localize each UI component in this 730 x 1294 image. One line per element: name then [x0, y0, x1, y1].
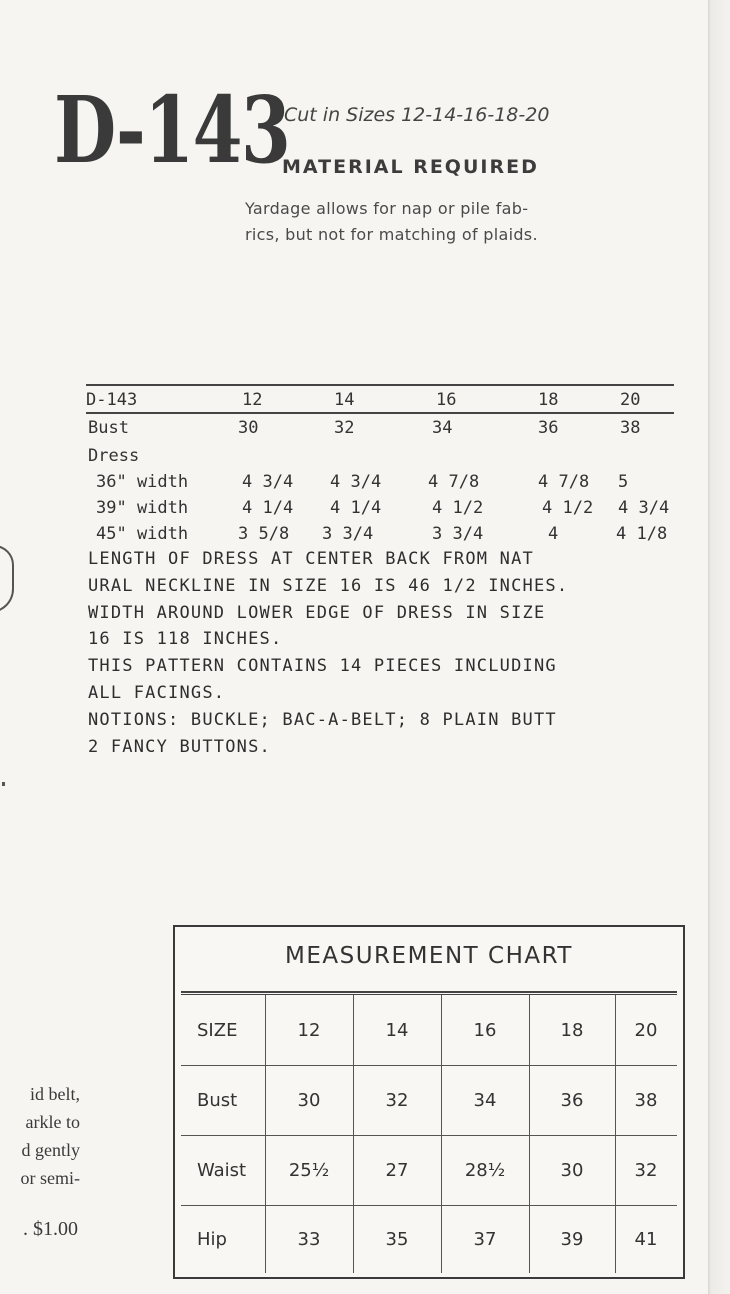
- chart-cell: 33: [297, 1228, 321, 1250]
- width-label: 45" width: [96, 524, 189, 544]
- chart-cell: 12: [297, 1019, 321, 1041]
- yardage-value: 4 1/4: [242, 498, 294, 518]
- chart-cell: 41: [634, 1228, 658, 1250]
- table-header-size: 20: [620, 390, 641, 410]
- notes-line: WIDTH AROUND LOWER EDGE OF DRESS IN SIZE: [88, 602, 546, 623]
- yardage-value: 4 7/8: [428, 472, 480, 492]
- chart-cell: 36: [560, 1089, 584, 1111]
- chart-cell: 28½: [464, 1159, 506, 1181]
- adjacent-text-line: d gently: [21, 1140, 80, 1160]
- dress-section-label: Dress: [88, 446, 140, 466]
- chart-cell: 30: [560, 1159, 584, 1181]
- chart-cell: 25½: [288, 1159, 330, 1181]
- notes-line: THIS PATTERN CONTAINS 14 PIECES INCLUDING: [88, 656, 557, 677]
- notes-line: LENGTH OF DRESS AT CENTER BACK FROM NAT: [88, 549, 534, 569]
- bust-value: 32: [334, 418, 355, 438]
- partial-illustration-dot: [2, 782, 5, 786]
- chart-row-label: SIZE: [197, 1019, 238, 1041]
- width-label: 39" width: [96, 498, 189, 518]
- chart-cell: 32: [634, 1159, 658, 1181]
- chart-cell: 35: [385, 1228, 409, 1250]
- table-header-size: 16: [436, 390, 457, 410]
- notes-line: ALL FACINGS.: [88, 682, 226, 703]
- chart-row-label: Waist: [197, 1159, 247, 1181]
- chart-row-label: Hip: [197, 1228, 227, 1250]
- bust-value: 36: [538, 418, 559, 438]
- yardage-value: 3 5/8: [238, 524, 290, 544]
- chart-cell: 18: [560, 1019, 584, 1041]
- material-required-heading: MATERIAL REQUIRED: [282, 156, 539, 178]
- chart-cell: 14: [385, 1019, 409, 1041]
- notes-line: 16 IS 118 INCHES.: [88, 629, 283, 650]
- table-header-code: D-143: [86, 390, 138, 410]
- page-edge: [708, 0, 730, 1294]
- width-label: 36" width: [96, 472, 189, 492]
- yardage-value: 4 3/4: [618, 498, 670, 518]
- chart-cell: 37: [473, 1228, 497, 1250]
- yardage-value: 4 3/4: [330, 472, 382, 492]
- chart-cell: 27: [385, 1159, 409, 1181]
- yardage-value: 4 1/8: [616, 524, 668, 544]
- chart-row-bust: [181, 1065, 677, 1135]
- adjacent-text-line: or semi-: [20, 1168, 80, 1188]
- yardage-value: 4 1/2: [542, 498, 594, 518]
- notes-line: NOTIONS: BUCKLE; BAC-A-BELT; 8 PLAIN BUTT: [88, 709, 557, 730]
- chart-cell: 38: [634, 1089, 658, 1111]
- measurement-chart-title: MEASUREMENT CHART: [285, 943, 573, 969]
- yardage-value: 4: [548, 524, 559, 544]
- chart-cell: 32: [385, 1089, 409, 1111]
- measurement-chart: [173, 925, 685, 1279]
- chart-cell: 39: [560, 1228, 584, 1250]
- yardage-value: 4 1/2: [432, 498, 484, 518]
- pattern-number: D-143: [54, 76, 290, 184]
- yardage-value: 5: [618, 472, 629, 492]
- table-header-size: 14: [334, 390, 355, 410]
- yardage-note-line: Yardage allows for nap or pile fab-: [245, 199, 529, 218]
- yardage-value: 3 3/4: [322, 524, 374, 544]
- yardage-note-line: rics, but not for matching of plaids.: [245, 225, 538, 244]
- table-header-size: 12: [242, 390, 263, 410]
- adjacent-page-text: [0, 1080, 80, 1192]
- partial-illustration-mark: [0, 545, 14, 613]
- chart-row-waist: [181, 1135, 677, 1205]
- chart-row-label: Bust: [197, 1089, 238, 1111]
- chart-row-size: [181, 995, 677, 1065]
- notes-line: 2 FANCY BUTTONS.: [88, 736, 271, 757]
- pattern-notes: [88, 546, 708, 760]
- table-rule-header: [86, 412, 674, 414]
- chart-cell: 30: [297, 1089, 321, 1111]
- adjacent-text-line: id belt,: [30, 1084, 80, 1104]
- table-rule-top: [86, 384, 674, 386]
- chart-row-hip: [181, 1205, 677, 1273]
- bust-value: 34: [432, 418, 453, 438]
- cut-sizes: Cut in Sizes 12-14-16-18-20: [284, 104, 550, 126]
- adjacent-text-line: arkle to: [25, 1112, 80, 1132]
- chart-cell: 16: [473, 1019, 497, 1041]
- bust-label: Bust: [88, 418, 129, 438]
- adjacent-price: . $1.00: [23, 1218, 78, 1240]
- table-header-size: 18: [538, 390, 559, 410]
- measurement-chart-grid: [181, 991, 677, 1273]
- yardage-note: [245, 196, 605, 248]
- chart-cell: 20: [634, 1019, 658, 1041]
- chart-cell: 34: [473, 1089, 497, 1111]
- notes-line: URAL NECKLINE IN SIZE 16 IS 46 1/2 INCHES.: [88, 575, 569, 596]
- bust-value: 30: [238, 418, 259, 438]
- yardage-value: 4 1/4: [330, 498, 382, 518]
- bust-value: 38: [620, 418, 641, 438]
- yardage-value: 4 7/8: [538, 472, 590, 492]
- yardage-value: 4 3/4: [242, 472, 294, 492]
- yardage-value: 3 3/4: [432, 524, 484, 544]
